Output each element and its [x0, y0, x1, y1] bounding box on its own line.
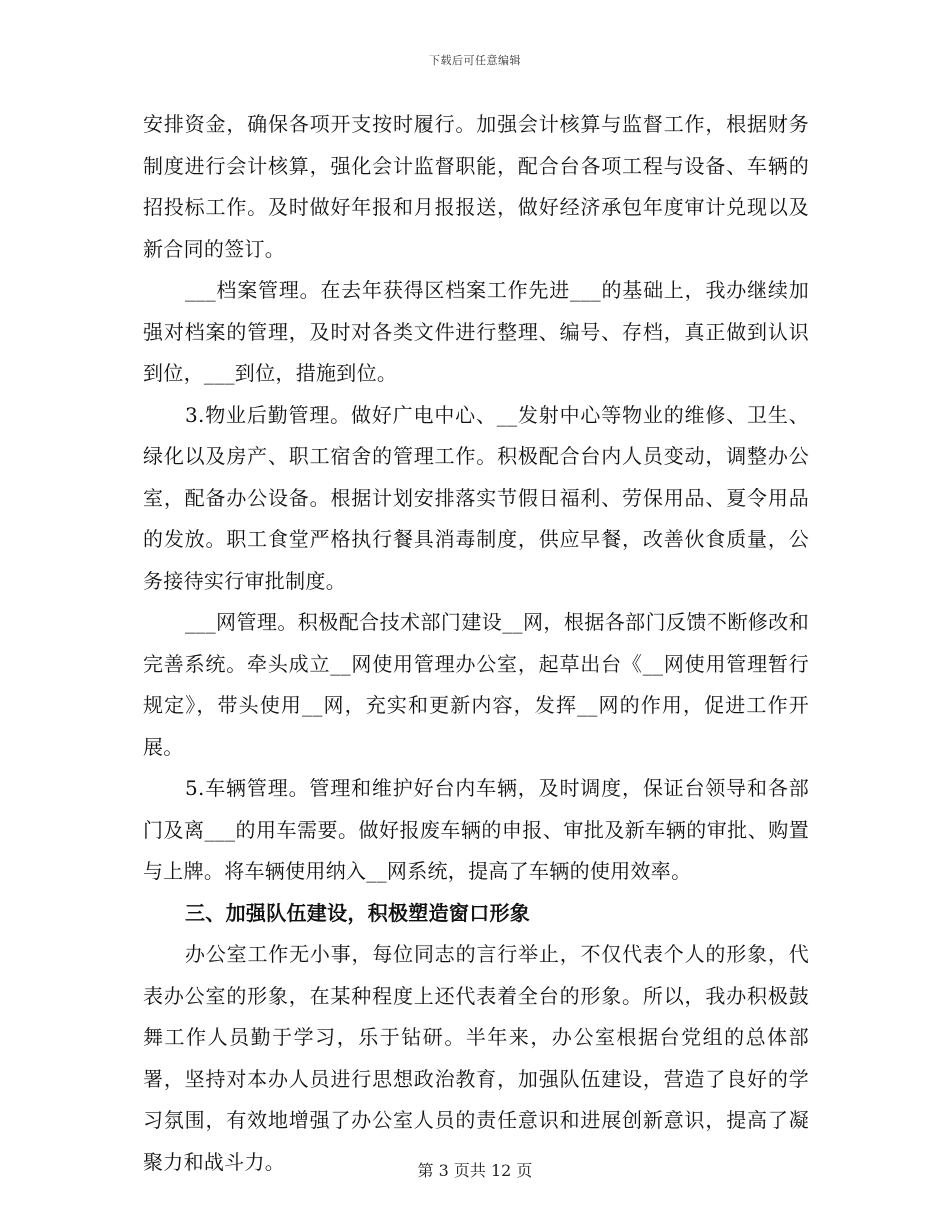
section-heading: 三、加强队伍建设，积极塑造窗口形象: [185, 900, 531, 925]
paragraph-finance: 安排资金，确保各项开支按时履行。加强会计核算与监督工作，根据财务制度进行会计核算，强化会计监督职能，配合台各项工程与设备、车辆的招投标工作。及时做好年报和月报报送，做好经济承包年度审计兑现以及新合同的签订。: [143, 112, 809, 261]
paragraph-team: 办公室工作无小事，每位同志的言行举止，不仅代表个人的形象，代表办公室的形象，在某种程度上还代表着全台的形象。所以，我办积极鼓舞工作人员勤于学习，乐于钻研。半年来，办公室根据台党组的总体部署，坚持对本办人员进行思想政治教育，加强队伍建设，营造了良好的学习氛围，有效地增强了办公室人员的责任意识和进展创新意识，提高了凝聚力和战斗力。: [143, 942, 809, 1174]
page-number: 第 3 页共 12 页: [417, 1161, 533, 1180]
document-body: [143, 104, 809, 1183]
paragraph-vehicles: 5.车辆管理。管理和维护好台内车辆，及时调度，保证台领导和各部门及离___的用车需要。做好报废车辆的申报、审批及新车辆的审批、购置与上牌。将车辆使用纳入__网系统，提高了车辆的使用效率。: [143, 776, 809, 883]
page-header: 下载后可任意编辑: [429, 54, 521, 67]
paragraph-property: 3.物业后勤管理。做好广电中心、__发射中心等物业的维修、卫生、绿化以及房产、职工宿舍的管理工作。积极配合台内人员变动，调整办公室，配备办公设备。根据计划安排落实节假日福利、劳保用品、夏令用品的发放。职工食堂严格执行餐具消毒制度，供应早餐，改善伙食质量，公务接待实行审批制度。: [143, 402, 809, 593]
paragraph-network: ___网管理。积极配合技术部门建设__网，根据各部门反馈不断修改和完善系统。牵头成立__网使用管理办公室，起草出台《__网使用管理暂行规定》，带头使用__网，充实和更新内容，发挥__网的作用，促进工作开展。: [143, 610, 809, 759]
paragraph-archives: ___档案管理。在去年获得区档案工作先进___的基础上，我办继续加强对档案的管理，及时对各类文件进行整理、编号、存档，真正做到认识到位，___到位，措施到位。: [143, 278, 809, 385]
